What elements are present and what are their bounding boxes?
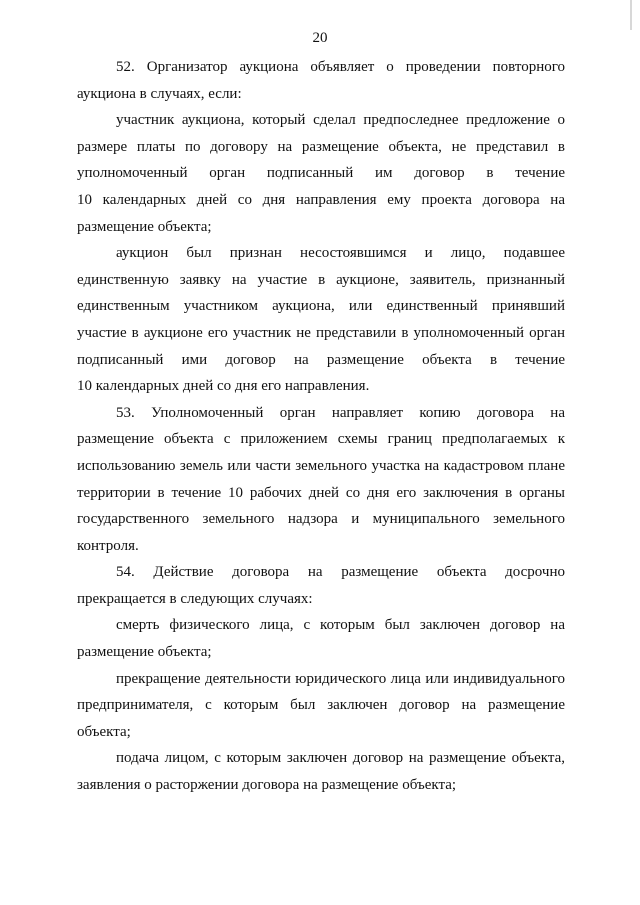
text-line: уполномоченный орган подписанный им договор в течение bbox=[77, 165, 565, 182]
text-line: аукцион был признан несостоявшимся и лицо, подавшее bbox=[116, 245, 565, 262]
text-line: аукциона в случаях, если: bbox=[77, 85, 242, 102]
text-line: участие в аукционе его участник не представили в уполномоченный орган bbox=[77, 324, 565, 341]
paragraph-54-case-1 bbox=[77, 612, 565, 665]
text-line: прекращается в следующих случаях: bbox=[77, 590, 313, 607]
text-line: контроля. bbox=[77, 537, 139, 554]
document-body bbox=[77, 54, 565, 799]
text-line: размере платы по договору на размещение объекта, не представил в bbox=[77, 138, 565, 155]
text-line: территории в течение 10 рабочих дней со дня его заключения в органы bbox=[77, 484, 565, 501]
text-line: государственного земельного надзора и муниципального земельного bbox=[77, 511, 565, 528]
text-line: 54. Действие договора на размещение объекта досрочно bbox=[116, 564, 565, 581]
text-line: размещение объекта; bbox=[77, 218, 212, 235]
text-line: заявления о расторжении договора на размещение объекта; bbox=[77, 777, 457, 794]
page-number: 20 bbox=[312, 30, 328, 46]
paragraph-54 bbox=[77, 559, 565, 612]
text-line: участник аукциона, который сделал предпоследнее предложение о bbox=[116, 112, 565, 129]
text-line: подписанный ими договор на размещение объекта в течение bbox=[77, 351, 565, 368]
text-line: прекращение деятельности юридического лица или индивидуального bbox=[116, 670, 565, 687]
text-line: смерть физического лица, с которым был заключен договор на bbox=[116, 617, 565, 634]
text-line: 10 календарных дней со дня направления ему проекта договора на bbox=[77, 191, 565, 208]
scan-edge-mark bbox=[630, 0, 632, 30]
text-line: единственным участником аукциона, или единственный принявший bbox=[77, 298, 565, 315]
text-line: 52. Организатор аукциона объявляет о проведении повторного bbox=[116, 59, 565, 75]
paragraph-54-case-3 bbox=[77, 745, 565, 798]
text-line: предпринимателя, с которым был заключен договор на размещение bbox=[77, 697, 565, 714]
text-line: объекта; bbox=[77, 723, 131, 740]
paragraph-54-case-2 bbox=[77, 666, 565, 746]
text-line: размещение объекта с приложением схемы границ предполагаемых к bbox=[77, 431, 565, 448]
paragraph-52-case-1 bbox=[77, 107, 565, 240]
paragraph-52 bbox=[77, 54, 565, 107]
text-line: размещение объекта; bbox=[77, 644, 212, 661]
paragraph-52-case-2 bbox=[77, 240, 565, 400]
text-line: подача лицом, с которым заключен договор на размещение объекта, bbox=[116, 750, 565, 767]
text-line: 10 календарных дней со дня его направления. bbox=[77, 378, 370, 395]
paragraph-53 bbox=[77, 400, 565, 560]
text-line: использованию земель или части земельного участка на кадастровом плане bbox=[77, 457, 565, 474]
text-line: 53. Уполномоченный орган направляет копию договора на bbox=[116, 404, 565, 421]
text-line: единственную заявку на участие в аукционе, заявитель, признанный bbox=[77, 271, 565, 288]
